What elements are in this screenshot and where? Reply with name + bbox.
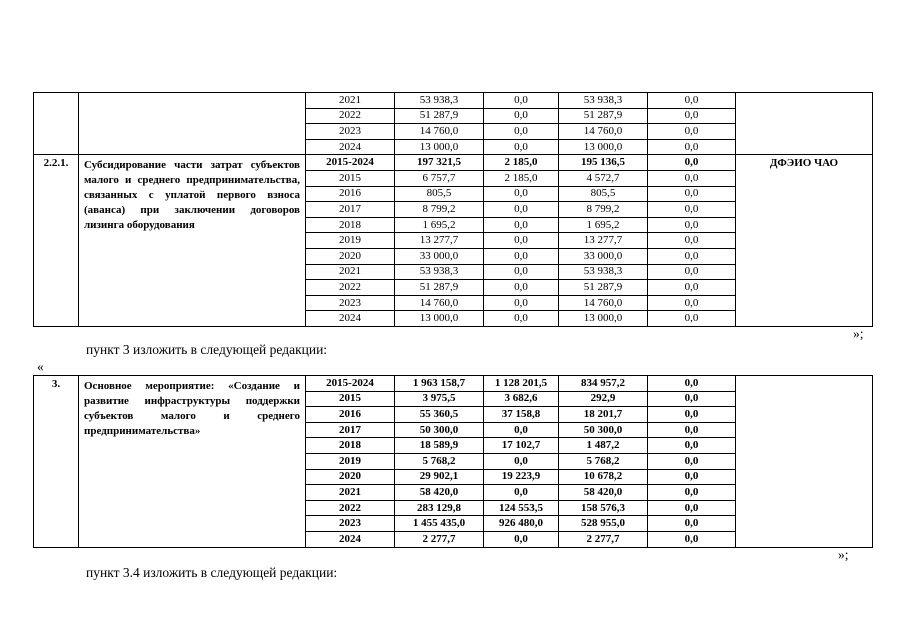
year-cell: 2017	[306, 422, 395, 438]
other-sources-cell: 0,0	[648, 500, 736, 516]
other-sources-cell: 0,0	[648, 485, 736, 501]
year-cell: 2022	[306, 108, 395, 124]
district-budget-cell: 17 102,7	[484, 438, 559, 454]
total-cell: 53 938,3	[395, 264, 484, 280]
district-budget-cell: 0,0	[484, 280, 559, 296]
other-sources-cell: 0,0	[648, 280, 736, 296]
regional-budget-cell: 53 938,3	[559, 93, 648, 109]
year-cell: 2021	[306, 485, 395, 501]
year-cell: 2015-2024	[306, 376, 395, 392]
regional-budget-cell: 14 760,0	[559, 124, 648, 140]
paragraph-text: пункт 3 изложить в следующей редакции:	[86, 342, 328, 357]
regional-budget-cell: 834 957,2	[559, 376, 648, 392]
other-sources-cell: 0,0	[648, 407, 736, 423]
total-cell: 5 768,2	[395, 453, 484, 469]
other-sources-cell: 0,0	[648, 124, 736, 140]
year-cell: 2021	[306, 264, 395, 280]
total-cell: 8 799,2	[395, 202, 484, 218]
total-cell: 29 902,1	[395, 469, 484, 485]
district-budget-cell: 0,0	[484, 217, 559, 233]
item-name: Субсидирование части затрат субъектов малого и среднего предпринимательства, связанных с уплатой первого взноса (аванса) при заключении договоров лизинга оборудования	[79, 155, 306, 327]
other-sources-cell: 0,0	[648, 139, 736, 155]
closing-quote: »;	[838, 547, 849, 562]
other-sources-cell: 0,0	[648, 186, 736, 202]
total-cell: 1 695,2	[395, 217, 484, 233]
item-number: 3.	[34, 376, 79, 548]
year-cell: 2022	[306, 280, 395, 296]
funding-table-2-2-1	[33, 92, 873, 327]
district-budget-cell: 2 185,0	[484, 170, 559, 186]
year-cell: 2024	[306, 531, 395, 547]
regional-budget-cell: 8 799,2	[559, 202, 648, 218]
other-sources-cell: 0,0	[648, 264, 736, 280]
district-budget-cell: 0,0	[484, 295, 559, 311]
total-cell: 18 589,9	[395, 438, 484, 454]
item-name	[79, 93, 306, 155]
year-cell: 2015	[306, 391, 395, 407]
district-budget-cell: 2 185,0	[484, 155, 559, 171]
executor-cell	[736, 376, 873, 548]
total-cell: 6 757,7	[395, 170, 484, 186]
district-budget-cell: 0,0	[484, 186, 559, 202]
other-sources-cell: 0,0	[648, 217, 736, 233]
district-budget-cell: 0,0	[484, 124, 559, 140]
total-cell: 50 300,0	[395, 422, 484, 438]
regional-budget-cell: 4 572,7	[559, 170, 648, 186]
district-budget-cell: 0,0	[484, 93, 559, 109]
other-sources-cell: 0,0	[648, 248, 736, 264]
year-cell: 2018	[306, 438, 395, 454]
district-budget-cell: 0,0	[484, 264, 559, 280]
year-cell: 2016	[306, 407, 395, 423]
table-row	[34, 155, 873, 171]
regional-budget-cell: 2 277,7	[559, 531, 648, 547]
district-budget-cell: 0,0	[484, 453, 559, 469]
other-sources-cell: 0,0	[648, 531, 736, 547]
other-sources-cell: 0,0	[648, 202, 736, 218]
year-cell: 2022	[306, 500, 395, 516]
year-cell: 2015-2024	[306, 155, 395, 171]
total-cell: 2 277,7	[395, 531, 484, 547]
total-cell: 13 000,0	[395, 139, 484, 155]
year-cell: 2023	[306, 124, 395, 140]
district-budget-cell: 0,0	[484, 108, 559, 124]
other-sources-cell: 0,0	[648, 453, 736, 469]
other-sources-cell: 0,0	[648, 155, 736, 171]
year-cell: 2018	[306, 217, 395, 233]
district-budget-cell: 0,0	[484, 531, 559, 547]
district-budget-cell: 0,0	[484, 311, 559, 327]
regional-budget-cell: 805,5	[559, 186, 648, 202]
year-cell: 2023	[306, 516, 395, 532]
district-budget-cell: 0,0	[484, 202, 559, 218]
year-cell: 2024	[306, 139, 395, 155]
district-budget-cell: 0,0	[484, 233, 559, 249]
regional-budget-cell: 51 287,9	[559, 108, 648, 124]
other-sources-cell: 0,0	[648, 391, 736, 407]
district-budget-cell: 0,0	[484, 248, 559, 264]
regional-budget-cell: 51 287,9	[559, 280, 648, 296]
regional-budget-cell: 18 201,7	[559, 407, 648, 423]
total-cell: 13 000,0	[395, 311, 484, 327]
total-cell: 1 455 435,0	[395, 516, 484, 532]
district-budget-cell: 0,0	[484, 485, 559, 501]
regional-budget-cell: 58 420,0	[559, 485, 648, 501]
district-budget-cell: 124 553,5	[484, 500, 559, 516]
regional-budget-cell: 13 000,0	[559, 139, 648, 155]
year-cell: 2023	[306, 295, 395, 311]
total-cell: 58 420,0	[395, 485, 484, 501]
table-row	[34, 93, 873, 109]
regional-budget-cell: 10 678,2	[559, 469, 648, 485]
other-sources-cell: 0,0	[648, 311, 736, 327]
total-cell: 3 975,5	[395, 391, 484, 407]
total-cell: 51 287,9	[395, 280, 484, 296]
total-cell: 14 760,0	[395, 124, 484, 140]
table-row	[34, 376, 873, 392]
total-cell: 51 287,9	[395, 108, 484, 124]
regional-budget-cell: 33 000,0	[559, 248, 648, 264]
other-sources-cell: 0,0	[648, 376, 736, 392]
year-cell: 2019	[306, 453, 395, 469]
regional-budget-cell: 528 955,0	[559, 516, 648, 532]
regional-budget-cell: 13 000,0	[559, 311, 648, 327]
paragraph-text: пункт 3.4 изложить в следующей редакции:	[86, 565, 338, 580]
total-cell: 33 000,0	[395, 248, 484, 264]
executor-cell	[736, 93, 873, 155]
other-sources-cell: 0,0	[648, 93, 736, 109]
year-cell: 2020	[306, 248, 395, 264]
total-cell: 1 963 158,7	[395, 376, 484, 392]
year-cell: 2020	[306, 469, 395, 485]
executor-cell: ДФЭИО ЧАО	[736, 155, 873, 327]
regional-budget-cell: 13 277,7	[559, 233, 648, 249]
district-budget-cell: 37 158,8	[484, 407, 559, 423]
other-sources-cell: 0,0	[648, 295, 736, 311]
other-sources-cell: 0,0	[648, 516, 736, 532]
regional-budget-cell: 5 768,2	[559, 453, 648, 469]
total-cell: 197 321,5	[395, 155, 484, 171]
total-cell: 14 760,0	[395, 295, 484, 311]
total-cell: 805,5	[395, 186, 484, 202]
year-cell: 2024	[306, 311, 395, 327]
year-cell: 2021	[306, 93, 395, 109]
district-budget-cell: 0,0	[484, 422, 559, 438]
opening-quote: «	[37, 359, 44, 374]
total-cell: 55 360,5	[395, 407, 484, 423]
district-budget-cell: 3 682,6	[484, 391, 559, 407]
item-number	[34, 93, 79, 155]
item-name: Основное мероприятие: «Создание и развитие инфраструктуры поддержки субъектов малого и среднего предпринимательства»	[79, 376, 306, 548]
regional-budget-cell: 1 695,2	[559, 217, 648, 233]
total-cell: 283 129,8	[395, 500, 484, 516]
regional-budget-cell: 158 576,3	[559, 500, 648, 516]
district-budget-cell: 926 480,0	[484, 516, 559, 532]
district-budget-cell: 19 223,9	[484, 469, 559, 485]
regional-budget-cell: 1 487,2	[559, 438, 648, 454]
district-budget-cell: 1 128 201,5	[484, 376, 559, 392]
item-number: 2.2.1.	[34, 155, 79, 327]
year-cell: 2017	[306, 202, 395, 218]
other-sources-cell: 0,0	[648, 233, 736, 249]
regional-budget-cell: 50 300,0	[559, 422, 648, 438]
total-cell: 13 277,7	[395, 233, 484, 249]
year-cell: 2016	[306, 186, 395, 202]
closing-quote: »;	[853, 326, 864, 341]
regional-budget-cell: 14 760,0	[559, 295, 648, 311]
regional-budget-cell: 53 938,3	[559, 264, 648, 280]
other-sources-cell: 0,0	[648, 469, 736, 485]
regional-budget-cell: 292,9	[559, 391, 648, 407]
regional-budget-cell: 195 136,5	[559, 155, 648, 171]
funding-table-3	[33, 375, 873, 548]
other-sources-cell: 0,0	[648, 438, 736, 454]
other-sources-cell: 0,0	[648, 170, 736, 186]
other-sources-cell: 0,0	[648, 108, 736, 124]
district-budget-cell: 0,0	[484, 139, 559, 155]
other-sources-cell: 0,0	[648, 422, 736, 438]
year-cell: 2015	[306, 170, 395, 186]
total-cell: 53 938,3	[395, 93, 484, 109]
year-cell: 2019	[306, 233, 395, 249]
